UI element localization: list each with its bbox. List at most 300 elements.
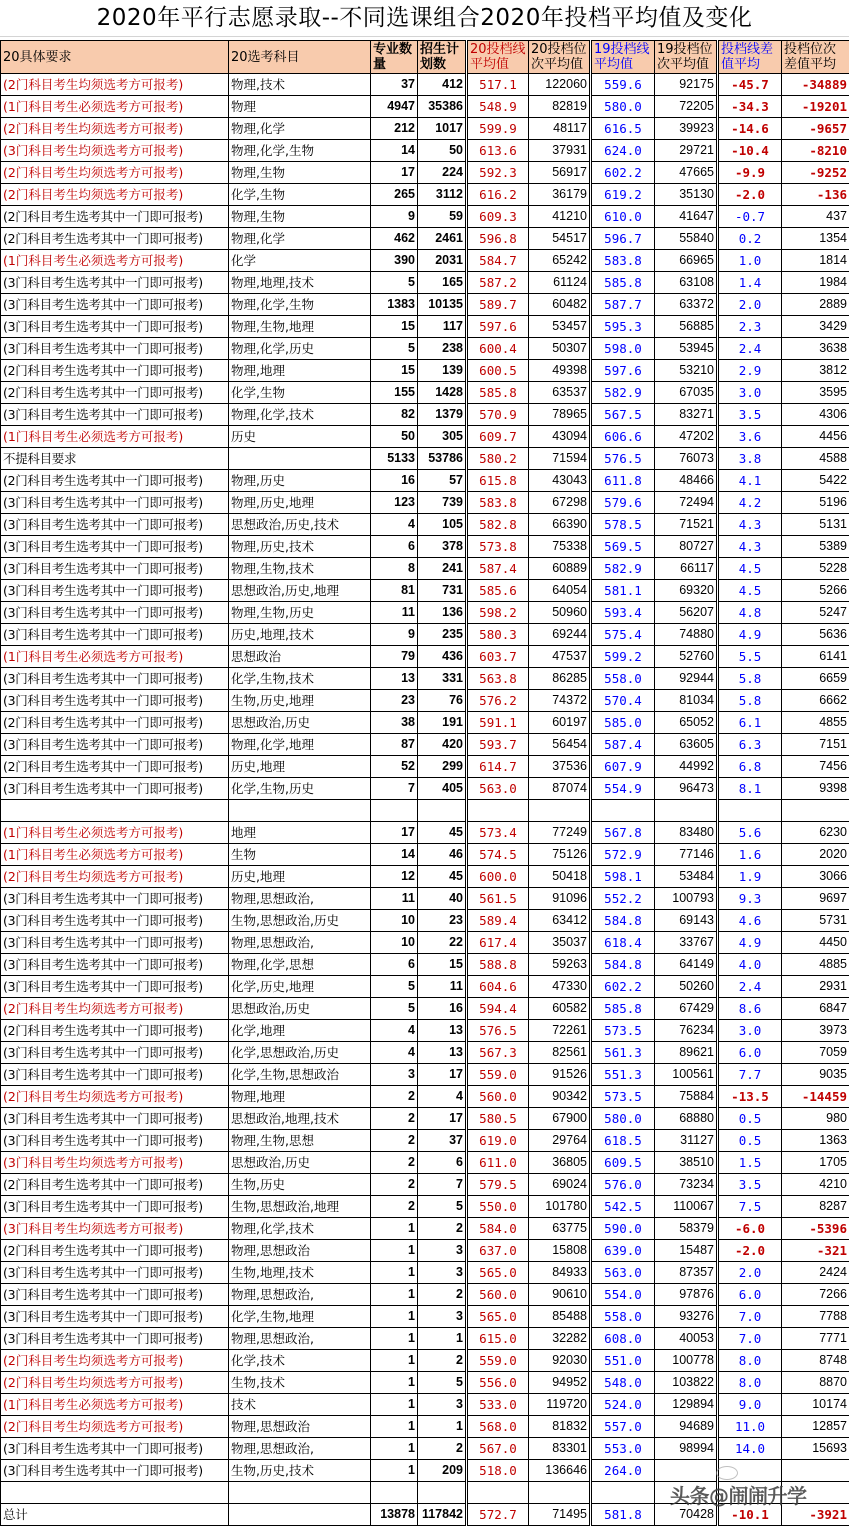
cell-rank-diff-avg[interactable]: 2020 (782, 844, 849, 866)
cell-rank-diff-avg[interactable]: 5196 (782, 492, 849, 514)
cell-line-diff-avg[interactable] (718, 1460, 782, 1482)
cell-rank-diff-avg[interactable]: 4210 (782, 1174, 849, 1196)
cell-20-rank-avg[interactable]: 86285 (529, 668, 591, 690)
cell-rank-diff-avg[interactable]: -8210 (782, 140, 849, 162)
cell-plan-count[interactable]: 412 (418, 74, 467, 96)
cell-requirement[interactable]: (2门科目考生均须选考方可报考) (1, 118, 229, 140)
cell-plan-count[interactable]: 2 (418, 1438, 467, 1460)
cell-subjects[interactable]: 物理,技术 (229, 74, 371, 96)
cell-requirement[interactable]: (2门科目考生均须选考方可报考) (1, 1350, 229, 1372)
cell-line-diff-avg[interactable]: 4.6 (718, 910, 782, 932)
cell-20-rank-avg[interactable]: 91096 (529, 888, 591, 910)
cell-19-rank-avg[interactable]: 80727 (655, 536, 718, 558)
cell-19-rank-avg[interactable]: 33767 (655, 932, 718, 954)
cell-subjects[interactable]: 物理,思想政治, (229, 932, 371, 954)
cell-19-line-avg[interactable]: 572.9 (591, 844, 655, 866)
cell-plan-count[interactable]: 3112 (418, 184, 467, 206)
cell-19-rank-avg[interactable]: 50260 (655, 976, 718, 998)
empty-cell[interactable] (718, 800, 782, 822)
cell-major-count[interactable]: 14 (371, 140, 418, 162)
cell-19-line-avg[interactable]: 582.9 (591, 558, 655, 580)
cell-19-line-avg[interactable]: 558.0 (591, 1306, 655, 1328)
cell-19-line-avg[interactable]: 567.8 (591, 822, 655, 844)
cell-line-diff-avg[interactable]: 7.0 (718, 1328, 782, 1350)
cell-20-rank-avg[interactable]: 47537 (529, 646, 591, 668)
cell-subjects[interactable]: 物理,化学,生物 (229, 140, 371, 162)
cell-20-line-avg[interactable]: 582.8 (467, 514, 529, 536)
cell-19-rank-avg[interactable]: 74880 (655, 624, 718, 646)
cell-20-rank-avg[interactable]: 67298 (529, 492, 591, 514)
cell-rank-diff-avg[interactable]: 3066 (782, 866, 849, 888)
cell-plan-count[interactable]: 23 (418, 910, 467, 932)
cell-requirement[interactable]: (3门科目考生均须选考方可报考) (1, 1218, 229, 1240)
cell-plan-count[interactable]: 3 (418, 1240, 467, 1262)
cell-20-line-avg[interactable]: 567.3 (467, 1042, 529, 1064)
cell-rank-diff-avg[interactable]: 6230 (782, 822, 849, 844)
cell-major-count[interactable]: 4 (371, 1020, 418, 1042)
cell-requirement[interactable]: (2门科目考生均须选考方可报考) (1, 866, 229, 888)
cell-requirement[interactable]: (3门科目考生选考其中一门即可报考) (1, 624, 229, 646)
cell-line-diff-avg[interactable]: 2.4 (718, 976, 782, 998)
cell-line-diff-avg[interactable]: -9.9 (718, 162, 782, 184)
cell-major-count[interactable]: 5 (371, 272, 418, 294)
cell-20-rank-avg[interactable]: 60889 (529, 558, 591, 580)
cell-requirement[interactable]: 总计 (1, 1504, 229, 1526)
cell-major-count[interactable]: 14 (371, 844, 418, 866)
cell-subjects[interactable]: 物理,思想政治 (229, 1240, 371, 1262)
cell-requirement[interactable]: (3门科目考生选考其中一门即可报考) (1, 536, 229, 558)
cell-20-line-avg[interactable]: 592.3 (467, 162, 529, 184)
cell-20-line-avg[interactable]: 609.7 (467, 426, 529, 448)
cell-plan-count[interactable]: 4 (418, 1086, 467, 1108)
cell-line-diff-avg[interactable]: 3.8 (718, 448, 782, 470)
cell-line-diff-avg[interactable]: 3.5 (718, 1174, 782, 1196)
cell-major-count[interactable]: 13 (371, 668, 418, 690)
cell-plan-count[interactable]: 3 (418, 1262, 467, 1284)
cell-19-line-avg[interactable]: 552.2 (591, 888, 655, 910)
cell-plan-count[interactable]: 105 (418, 514, 467, 536)
cell-line-diff-avg[interactable]: 4.3 (718, 514, 782, 536)
cell-subjects[interactable]: 物理,化学,生物 (229, 294, 371, 316)
cell-major-count[interactable]: 5133 (371, 448, 418, 470)
cell-plan-count[interactable]: 45 (418, 866, 467, 888)
cell-rank-diff-avg[interactable]: 7456 (782, 756, 849, 778)
cell-rank-diff-avg[interactable]: 12857 (782, 1416, 849, 1438)
cell-major-count[interactable]: 2 (371, 1130, 418, 1152)
cell-plan-count[interactable]: 16 (418, 998, 467, 1020)
cell-rank-diff-avg[interactable] (782, 1460, 849, 1482)
cell-rank-diff-avg[interactable]: 980 (782, 1108, 849, 1130)
cell-rank-diff-avg[interactable]: 4588 (782, 448, 849, 470)
cell-19-line-avg[interactable]: 598.1 (591, 866, 655, 888)
cell-plan-count[interactable]: 3 (418, 1394, 467, 1416)
cell-19-line-avg[interactable]: 607.9 (591, 756, 655, 778)
cell-19-line-avg[interactable]: 590.0 (591, 1218, 655, 1240)
cell-20-rank-avg[interactable]: 77249 (529, 822, 591, 844)
cell-major-count[interactable]: 9 (371, 206, 418, 228)
cell-19-rank-avg[interactable]: 93276 (655, 1306, 718, 1328)
cell-line-diff-avg[interactable]: 9.0 (718, 1394, 782, 1416)
cell-plan-count[interactable]: 299 (418, 756, 467, 778)
cell-plan-count[interactable]: 76 (418, 690, 467, 712)
cell-20-rank-avg[interactable]: 81832 (529, 1416, 591, 1438)
cell-plan-count[interactable]: 1379 (418, 404, 467, 426)
empty-cell[interactable] (229, 800, 371, 822)
cell-major-count[interactable]: 8 (371, 558, 418, 580)
cell-20-line-avg[interactable]: 517.1 (467, 74, 529, 96)
cell-line-diff-avg[interactable]: 2.4 (718, 338, 782, 360)
cell-19-line-avg[interactable]: 619.2 (591, 184, 655, 206)
cell-rank-diff-avg[interactable]: 2424 (782, 1262, 849, 1284)
cell-plan-count[interactable]: 238 (418, 338, 467, 360)
cell-20-rank-avg[interactable]: 61124 (529, 272, 591, 294)
cell-19-rank-avg[interactable]: 97876 (655, 1284, 718, 1306)
cell-major-count[interactable]: 3 (371, 1064, 418, 1086)
cell-rank-diff-avg[interactable]: 5731 (782, 910, 849, 932)
cell-subjects[interactable]: 物理,生物,技术 (229, 558, 371, 580)
cell-19-line-avg[interactable]: 548.0 (591, 1372, 655, 1394)
cell-20-rank-avg[interactable]: 43094 (529, 426, 591, 448)
cell-rank-diff-avg[interactable]: 6659 (782, 668, 849, 690)
cell-19-rank-avg[interactable]: 76234 (655, 1020, 718, 1042)
cell-line-diff-avg[interactable]: 3.6 (718, 426, 782, 448)
cell-major-count[interactable]: 1 (371, 1218, 418, 1240)
cell-19-line-avg[interactable]: 554.9 (591, 778, 655, 800)
cell-subjects[interactable]: 思想政治,历史,技术 (229, 514, 371, 536)
cell-major-count[interactable]: 11 (371, 888, 418, 910)
cell-subjects[interactable]: 思想政治 (229, 646, 371, 668)
cell-subjects[interactable]: 物理,思想政治 (229, 1416, 371, 1438)
cell-19-line-avg[interactable]: 583.8 (591, 250, 655, 272)
cell-19-rank-avg[interactable]: 100561 (655, 1064, 718, 1086)
cell-requirement[interactable]: (3门科目考生选考其中一门即可报考) (1, 1042, 229, 1064)
cell-20-rank-avg[interactable]: 64054 (529, 580, 591, 602)
cell-19-rank-avg[interactable]: 69320 (655, 580, 718, 602)
cell-19-rank-avg[interactable]: 73234 (655, 1174, 718, 1196)
cell-20-rank-avg[interactable]: 75338 (529, 536, 591, 558)
cell-subjects[interactable]: 思想政治,历史 (229, 998, 371, 1020)
cell-requirement[interactable]: (3门科目考生选考其中一门即可报考) (1, 690, 229, 712)
cell-requirement[interactable]: (3门科目考生选考其中一门即可报考) (1, 1064, 229, 1086)
cell-plan-count[interactable]: 6 (418, 1152, 467, 1174)
cell-requirement[interactable]: (3门科目考生选考其中一门即可报考) (1, 338, 229, 360)
cell-20-rank-avg[interactable]: 49398 (529, 360, 591, 382)
empty-cell[interactable] (467, 1482, 529, 1504)
cell-20-line-avg[interactable]: 573.4 (467, 822, 529, 844)
cell-19-line-avg[interactable]: 573.5 (591, 1020, 655, 1042)
cell-requirement[interactable]: (2门科目考生选考其中一门即可报考) (1, 1020, 229, 1042)
cell-plan-count[interactable]: 224 (418, 162, 467, 184)
empty-cell[interactable] (529, 800, 591, 822)
cell-20-rank-avg[interactable]: 136646 (529, 1460, 591, 1482)
cell-19-line-avg[interactable]: 573.5 (591, 1086, 655, 1108)
cell-20-rank-avg[interactable]: 59263 (529, 954, 591, 976)
cell-plan-count[interactable]: 13 (418, 1020, 467, 1042)
cell-20-rank-avg[interactable]: 50418 (529, 866, 591, 888)
cell-19-line-avg[interactable]: 585.8 (591, 272, 655, 294)
cell-requirement[interactable]: (3门科目考生选考其中一门即可报考) (1, 932, 229, 954)
cell-requirement[interactable]: (1门科目考生必须选考方可报考) (1, 250, 229, 272)
cell-rank-diff-avg[interactable]: 3595 (782, 382, 849, 404)
cell-20-line-avg[interactable]: 593.7 (467, 734, 529, 756)
cell-19-rank-avg[interactable]: 67035 (655, 382, 718, 404)
cell-19-line-avg[interactable]: 599.2 (591, 646, 655, 668)
cell-19-line-avg[interactable]: 569.5 (591, 536, 655, 558)
cell-line-diff-avg[interactable]: 8.0 (718, 1372, 782, 1394)
cell-rank-diff-avg[interactable]: 7059 (782, 1042, 849, 1064)
empty-cell[interactable] (229, 1482, 371, 1504)
cell-plan-count[interactable]: 50 (418, 140, 467, 162)
cell-line-diff-avg[interactable]: 14.0 (718, 1438, 782, 1460)
empty-cell[interactable] (591, 800, 655, 822)
cell-19-rank-avg[interactable]: 55840 (655, 228, 718, 250)
cell-20-rank-avg[interactable]: 87074 (529, 778, 591, 800)
cell-plan-count[interactable]: 17 (418, 1064, 467, 1086)
cell-subjects[interactable]: 物理,生物,历史 (229, 602, 371, 624)
cell-line-diff-avg[interactable]: 4.1 (718, 470, 782, 492)
cell-20-rank-avg[interactable]: 67900 (529, 1108, 591, 1130)
cell-requirement[interactable]: (2门科目考生选考其中一门即可报考) (1, 470, 229, 492)
cell-19-rank-avg[interactable]: 44992 (655, 756, 718, 778)
cell-19-line-avg[interactable]: 611.8 (591, 470, 655, 492)
cell-major-count[interactable]: 6 (371, 954, 418, 976)
cell-20-rank-avg[interactable]: 36805 (529, 1152, 591, 1174)
cell-line-diff-avg[interactable]: 0.5 (718, 1130, 782, 1152)
cell-subjects[interactable]: 物理,思想政治, (229, 1438, 371, 1460)
cell-20-rank-avg[interactable]: 83301 (529, 1438, 591, 1460)
cell-rank-diff-avg[interactable]: 1354 (782, 228, 849, 250)
cell-20-line-avg[interactable]: 563.8 (467, 668, 529, 690)
cell-major-count[interactable]: 52 (371, 756, 418, 778)
cell-20-rank-avg[interactable]: 56917 (529, 162, 591, 184)
cell-19-rank-avg[interactable]: 53484 (655, 866, 718, 888)
cell-20-rank-avg[interactable]: 122060 (529, 74, 591, 96)
cell-plan-count[interactable]: 136 (418, 602, 467, 624)
cell-20-rank-avg[interactable]: 71495 (529, 1504, 591, 1526)
cell-plan-count[interactable]: 165 (418, 272, 467, 294)
cell-19-line-avg[interactable]: 551.3 (591, 1064, 655, 1086)
cell-major-count[interactable]: 12 (371, 866, 418, 888)
cell-rank-diff-avg[interactable]: 6847 (782, 998, 849, 1020)
cell-major-count[interactable]: 1 (371, 1394, 418, 1416)
empty-cell[interactable] (718, 1482, 782, 1504)
cell-major-count[interactable]: 87 (371, 734, 418, 756)
cell-line-diff-avg[interactable]: 5.8 (718, 668, 782, 690)
cell-19-line-avg[interactable]: 581.8 (591, 1504, 655, 1526)
cell-19-line-avg[interactable]: 584.8 (591, 910, 655, 932)
cell-rank-diff-avg[interactable]: 437 (782, 206, 849, 228)
cell-subjects[interactable]: 化学,生物 (229, 382, 371, 404)
cell-major-count[interactable]: 2 (371, 1086, 418, 1108)
cell-20-line-avg[interactable]: 570.9 (467, 404, 529, 426)
cell-rank-diff-avg[interactable]: 15693 (782, 1438, 849, 1460)
empty-cell[interactable] (591, 1482, 655, 1504)
empty-cell[interactable] (467, 800, 529, 822)
cell-line-diff-avg[interactable]: 8.0 (718, 1350, 782, 1372)
cell-rank-diff-avg[interactable]: 3638 (782, 338, 849, 360)
cell-20-rank-avg[interactable]: 71594 (529, 448, 591, 470)
cell-rank-diff-avg[interactable]: 9697 (782, 888, 849, 910)
cell-19-rank-avg[interactable]: 66117 (655, 558, 718, 580)
cell-19-line-avg[interactable]: 561.3 (591, 1042, 655, 1064)
cell-19-line-avg[interactable]: 576.5 (591, 448, 655, 470)
cell-subjects[interactable]: 历史,地理 (229, 866, 371, 888)
cell-20-line-avg[interactable]: 587.2 (467, 272, 529, 294)
cell-subjects[interactable]: 生物,地理,技术 (229, 1262, 371, 1284)
empty-cell[interactable] (529, 1482, 591, 1504)
empty-cell[interactable] (418, 1482, 467, 1504)
cell-19-rank-avg[interactable]: 66965 (655, 250, 718, 272)
cell-19-rank-avg[interactable]: 72205 (655, 96, 718, 118)
cell-major-count[interactable]: 79 (371, 646, 418, 668)
cell-19-rank-avg[interactable]: 35130 (655, 184, 718, 206)
cell-19-line-avg[interactable]: 554.0 (591, 1284, 655, 1306)
cell-line-diff-avg[interactable]: -2.0 (718, 184, 782, 206)
cell-19-line-avg[interactable]: 602.2 (591, 162, 655, 184)
cell-rank-diff-avg[interactable]: 5228 (782, 558, 849, 580)
cell-subjects[interactable]: 物理,地理,技术 (229, 272, 371, 294)
cell-subjects[interactable]: 物理,生物 (229, 162, 371, 184)
cell-subjects[interactable]: 思想政治,历史 (229, 1152, 371, 1174)
cell-plan-count[interactable]: 45 (418, 822, 467, 844)
cell-subjects[interactable]: 物理,历史 (229, 470, 371, 492)
cell-major-count[interactable]: 81 (371, 580, 418, 602)
cell-19-line-avg[interactable]: 580.0 (591, 1108, 655, 1130)
cell-requirement[interactable]: (2门科目考生选考其中一门即可报考) (1, 756, 229, 778)
cell-20-rank-avg[interactable]: 36179 (529, 184, 591, 206)
cell-19-line-avg[interactable]: 575.4 (591, 624, 655, 646)
cell-requirement[interactable]: (3门科目考生选考其中一门即可报考) (1, 668, 229, 690)
cell-line-diff-avg[interactable]: 3.0 (718, 1020, 782, 1042)
cell-subjects[interactable]: 生物 (229, 844, 371, 866)
empty-cell[interactable] (418, 800, 467, 822)
cell-major-count[interactable]: 123 (371, 492, 418, 514)
cell-20-line-avg[interactable]: 580.5 (467, 1108, 529, 1130)
cell-20-rank-avg[interactable]: 84933 (529, 1262, 591, 1284)
cell-20-line-avg[interactable]: 591.1 (467, 712, 529, 734)
cell-requirement[interactable]: (1门科目考生必须选考方可报考) (1, 426, 229, 448)
cell-major-count[interactable]: 50 (371, 426, 418, 448)
cell-20-rank-avg[interactable]: 15808 (529, 1240, 591, 1262)
cell-rank-diff-avg[interactable]: 8287 (782, 1196, 849, 1218)
empty-cell[interactable] (782, 1482, 849, 1504)
cell-requirement[interactable]: (2门科目考生均须选考方可报考) (1, 1372, 229, 1394)
cell-20-line-avg[interactable]: 613.6 (467, 140, 529, 162)
cell-plan-count[interactable]: 739 (418, 492, 467, 514)
cell-requirement[interactable]: (3门科目考生选考其中一门即可报考) (1, 602, 229, 624)
cell-20-line-avg[interactable]: 619.0 (467, 1130, 529, 1152)
cell-requirement[interactable]: (3门科目考生选考其中一门即可报考) (1, 316, 229, 338)
cell-requirement[interactable]: (2门科目考生均须选考方可报考) (1, 74, 229, 96)
cell-requirement[interactable]: (3门科目考生选考其中一门即可报考) (1, 580, 229, 602)
header-19-rank-avg[interactable]: 19投档位次平均值 (655, 41, 718, 74)
cell-requirement[interactable]: (2门科目考生均须选考方可报考) (1, 1416, 229, 1438)
cell-19-line-avg[interactable]: 578.5 (591, 514, 655, 536)
cell-20-rank-avg[interactable]: 48117 (529, 118, 591, 140)
cell-requirement[interactable]: (3门科目考生选考其中一门即可报考) (1, 1108, 229, 1130)
cell-19-rank-avg[interactable]: 63372 (655, 294, 718, 316)
cell-19-line-avg[interactable]: 606.6 (591, 426, 655, 448)
cell-line-diff-avg[interactable]: 3.5 (718, 404, 782, 426)
empty-cell[interactable] (655, 800, 718, 822)
cell-20-rank-avg[interactable]: 63537 (529, 382, 591, 404)
cell-line-diff-avg[interactable]: -6.0 (718, 1218, 782, 1240)
cell-19-rank-avg[interactable]: 68880 (655, 1108, 718, 1130)
empty-cell[interactable] (1, 800, 229, 822)
cell-19-line-avg[interactable]: 559.6 (591, 74, 655, 96)
cell-requirement[interactable]: (3门科目考生选考其中一门即可报考) (1, 778, 229, 800)
cell-20-line-avg[interactable]: 603.7 (467, 646, 529, 668)
cell-requirement[interactable]: (2门科目考生均须选考方可报考) (1, 1086, 229, 1108)
cell-subjects[interactable]: 化学,生物,思想政治 (229, 1064, 371, 1086)
cell-20-line-avg[interactable]: 550.0 (467, 1196, 529, 1218)
cell-20-line-avg[interactable]: 574.5 (467, 844, 529, 866)
cell-line-diff-avg[interactable]: -14.6 (718, 118, 782, 140)
header-19-line-avg[interactable]: 19投档线平均值 (591, 41, 655, 74)
cell-19-rank-avg[interactable]: 103822 (655, 1372, 718, 1394)
cell-rank-diff-avg[interactable]: -136 (782, 184, 849, 206)
cell-plan-count[interactable]: 117 (418, 316, 467, 338)
cell-requirement[interactable]: (3门科目考生选考其中一门即可报考) (1, 1306, 229, 1328)
cell-20-line-avg[interactable]: 594.4 (467, 998, 529, 1020)
cell-major-count[interactable]: 16 (371, 470, 418, 492)
cell-line-diff-avg[interactable]: 2.0 (718, 1262, 782, 1284)
cell-requirement[interactable]: (3门科目考生选考其中一门即可报考) (1, 910, 229, 932)
cell-requirement[interactable]: (3门科目考生选考其中一门即可报考) (1, 1328, 229, 1350)
cell-20-line-avg[interactable]: 585.8 (467, 382, 529, 404)
cell-line-diff-avg[interactable]: -45.7 (718, 74, 782, 96)
cell-major-count[interactable]: 15 (371, 360, 418, 382)
cell-19-rank-avg[interactable]: 98994 (655, 1438, 718, 1460)
cell-19-rank-avg[interactable]: 94689 (655, 1416, 718, 1438)
cell-20-line-avg[interactable]: 599.9 (467, 118, 529, 140)
cell-19-line-avg[interactable]: 579.6 (591, 492, 655, 514)
cell-20-rank-avg[interactable]: 41210 (529, 206, 591, 228)
cell-19-rank-avg[interactable]: 96473 (655, 778, 718, 800)
cell-rank-diff-avg[interactable]: 3812 (782, 360, 849, 382)
cell-19-rank-avg[interactable]: 75884 (655, 1086, 718, 1108)
cell-requirement[interactable]: (3门科目考生选考其中一门即可报考) (1, 1262, 229, 1284)
cell-line-diff-avg[interactable]: 9.3 (718, 888, 782, 910)
cell-plan-count[interactable]: 10135 (418, 294, 467, 316)
cell-plan-count[interactable]: 117842 (418, 1504, 467, 1526)
cell-20-line-avg[interactable]: 611.0 (467, 1152, 529, 1174)
cell-rank-diff-avg[interactable]: 4450 (782, 932, 849, 954)
cell-20-rank-avg[interactable]: 101780 (529, 1196, 591, 1218)
cell-20-rank-avg[interactable]: 119720 (529, 1394, 591, 1416)
cell-plan-count[interactable]: 2 (418, 1218, 467, 1240)
cell-major-count[interactable]: 5 (371, 998, 418, 1020)
cell-20-line-avg[interactable]: 614.7 (467, 756, 529, 778)
cell-19-rank-avg[interactable]: 58379 (655, 1218, 718, 1240)
cell-subjects[interactable]: 地理 (229, 822, 371, 844)
cell-19-line-avg[interactable]: 598.0 (591, 338, 655, 360)
cell-19-rank-avg[interactable]: 40053 (655, 1328, 718, 1350)
cell-20-line-avg[interactable]: 600.0 (467, 866, 529, 888)
cell-requirement[interactable]: (1门科目考生必须选考方可报考) (1, 844, 229, 866)
cell-19-rank-avg[interactable]: 15487 (655, 1240, 718, 1262)
header-subjects[interactable]: 20选考科目 (229, 41, 371, 74)
cell-subjects[interactable]: 物理,思想政治, (229, 1328, 371, 1350)
cell-major-count[interactable]: 4 (371, 514, 418, 536)
cell-major-count[interactable]: 1 (371, 1284, 418, 1306)
cell-rank-diff-avg[interactable]: -321 (782, 1240, 849, 1262)
cell-requirement[interactable]: (2门科目考生均须选考方可报考) (1, 998, 229, 1020)
cell-major-count[interactable]: 13878 (371, 1504, 418, 1526)
cell-19-rank-avg[interactable]: 83271 (655, 404, 718, 426)
cell-rank-diff-avg[interactable]: 7788 (782, 1306, 849, 1328)
cell-requirement[interactable]: (3门科目考生选考其中一门即可报考) (1, 976, 229, 998)
